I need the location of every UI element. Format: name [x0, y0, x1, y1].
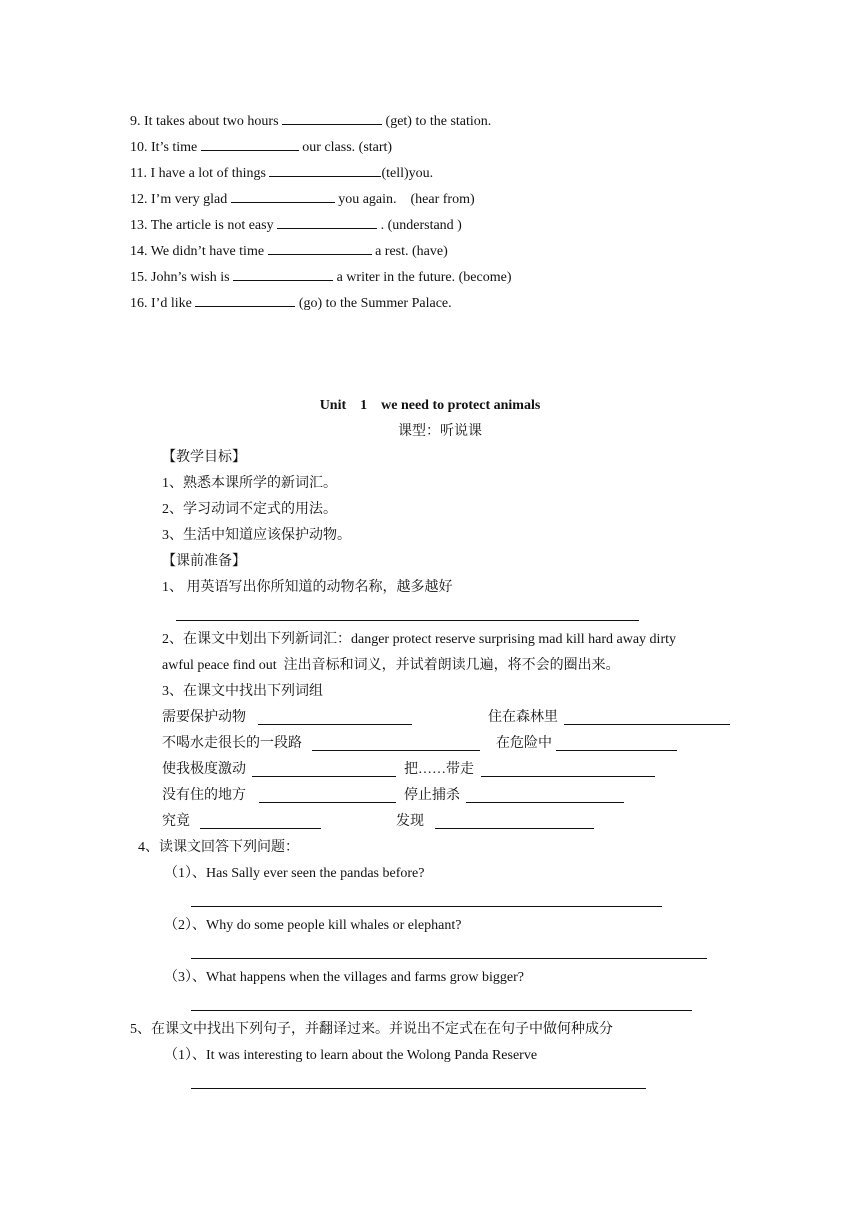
prep-question-3: 3、在课文中找出下列词组: [162, 684, 323, 699]
answer-line[interactable]: [564, 724, 730, 725]
sentence-1: （1）、It was interesting to learn about the Wolong Panda Reserve: [164, 1048, 538, 1063]
prep-heading: 【课前准备】: [162, 554, 246, 569]
phrase-label: 在危险中: [496, 736, 552, 751]
phrase-label: 没有住的地方: [162, 788, 246, 803]
exercise-14: [130, 240, 448, 262]
exercise-hint: you again. (hear from): [334, 192, 475, 207]
answer-blank[interactable]: [201, 136, 299, 151]
prep-question-1: 1、 用英语写出你所知道的动物名称，越多越好: [162, 580, 453, 595]
exercise-hint: (go) to the Summer Palace.: [295, 296, 452, 311]
answer-line[interactable]: [466, 802, 624, 803]
answer-line[interactable]: [176, 620, 639, 621]
answer-blank[interactable]: [268, 240, 372, 255]
exercise-9: [130, 110, 491, 132]
exercise-text: 11. I have a lot of things: [130, 166, 270, 181]
exercise-13: [130, 214, 462, 236]
phrase-label: 把……带走: [404, 762, 474, 777]
exercise-hint: (tell)you.: [381, 166, 434, 181]
phrase-label: 需要保护动物: [162, 710, 246, 725]
exercise-text: 10. It’s time: [130, 140, 201, 155]
exercise-hint: (get) to the station.: [382, 114, 492, 129]
answer-line[interactable]: [252, 776, 396, 777]
answer-blank[interactable]: [233, 266, 333, 281]
prep-question-2-line2: awful peace find out 注出音标和词义，并试着朗读几遍，将不会的圈出来。: [162, 658, 620, 673]
answer-blank[interactable]: [195, 292, 295, 307]
exercise-text: 12. I’m very glad: [130, 192, 231, 207]
exercise-hint: . (understand ): [377, 218, 462, 233]
answer-line[interactable]: [556, 750, 677, 751]
objective-item: 1、熟悉本课所学的新词汇。: [162, 476, 337, 491]
phrase-label: 不喝水走很长的一段路: [162, 736, 302, 751]
answer-blank[interactable]: [269, 162, 381, 177]
exercise-10: [130, 136, 392, 158]
reading-question-2: （2）、Why do some people kill whales or elephant?: [164, 918, 462, 933]
answer-blank[interactable]: [231, 188, 335, 203]
answer-line[interactable]: [259, 802, 396, 803]
exercise-text: 13. The article is not easy: [130, 218, 278, 233]
objectives-heading: 【教学目标】: [162, 450, 246, 465]
exercise-12: [130, 188, 475, 210]
answer-line[interactable]: [191, 1088, 646, 1089]
exercise-text: 14. We didn’t have time: [130, 244, 268, 259]
phrase-label: 停止捕杀: [404, 788, 460, 803]
answer-line[interactable]: [191, 1010, 692, 1011]
prep-question-5: 5、在课文中找出下列句子，并翻译过来。并说出不定式在在句子中做何种成分: [130, 1022, 613, 1037]
exercise-text: 15. John’s wish is: [130, 270, 234, 285]
exercise-16: [130, 292, 452, 314]
phrase-label: 发现: [396, 814, 424, 829]
answer-line[interactable]: [258, 724, 412, 725]
answer-line[interactable]: [435, 828, 594, 829]
exercise-hint: our class. (start): [298, 140, 393, 155]
exercise-11: [130, 162, 433, 184]
lesson-type: 课型：听说课: [398, 424, 482, 439]
exercise-text: 16. I’d like: [130, 296, 196, 311]
reading-question-1: （1）、Has Sally ever seen the pandas before?: [164, 866, 425, 881]
objective-item: 2、学习动词不定式的用法。: [162, 502, 337, 517]
phrase-label: 住在森林里: [488, 710, 558, 725]
phrase-label: 使我极度激动: [162, 762, 246, 777]
answer-line[interactable]: [191, 906, 662, 907]
prep-question-4: 4、读课文回答下列问题：: [138, 840, 299, 855]
answer-line[interactable]: [191, 958, 707, 959]
answer-line[interactable]: [481, 776, 655, 777]
exercise-text: 9. It takes about two hours: [130, 114, 283, 129]
objective-item: 3、生活中知道应该保护动物。: [162, 528, 351, 543]
answer-line[interactable]: [312, 750, 480, 751]
unit-title: Unit 1 we need to protect animals: [319, 398, 541, 413]
exercise-15: [130, 266, 512, 288]
exercise-hint: a writer in the future. (become): [333, 270, 512, 285]
answer-blank[interactable]: [277, 214, 377, 229]
exercise-hint: a rest. (have): [371, 244, 448, 259]
prep-question-2-line1: 2、在课文中划出下列新词汇：danger protect reserve surprising mad kill hard away dirty: [162, 632, 677, 647]
answer-line[interactable]: [200, 828, 321, 829]
reading-question-3: （3）、What happens when the villages and farms grow bigger?: [164, 970, 525, 985]
phrase-label: 究竟: [162, 814, 190, 829]
answer-blank[interactable]: [282, 110, 382, 125]
